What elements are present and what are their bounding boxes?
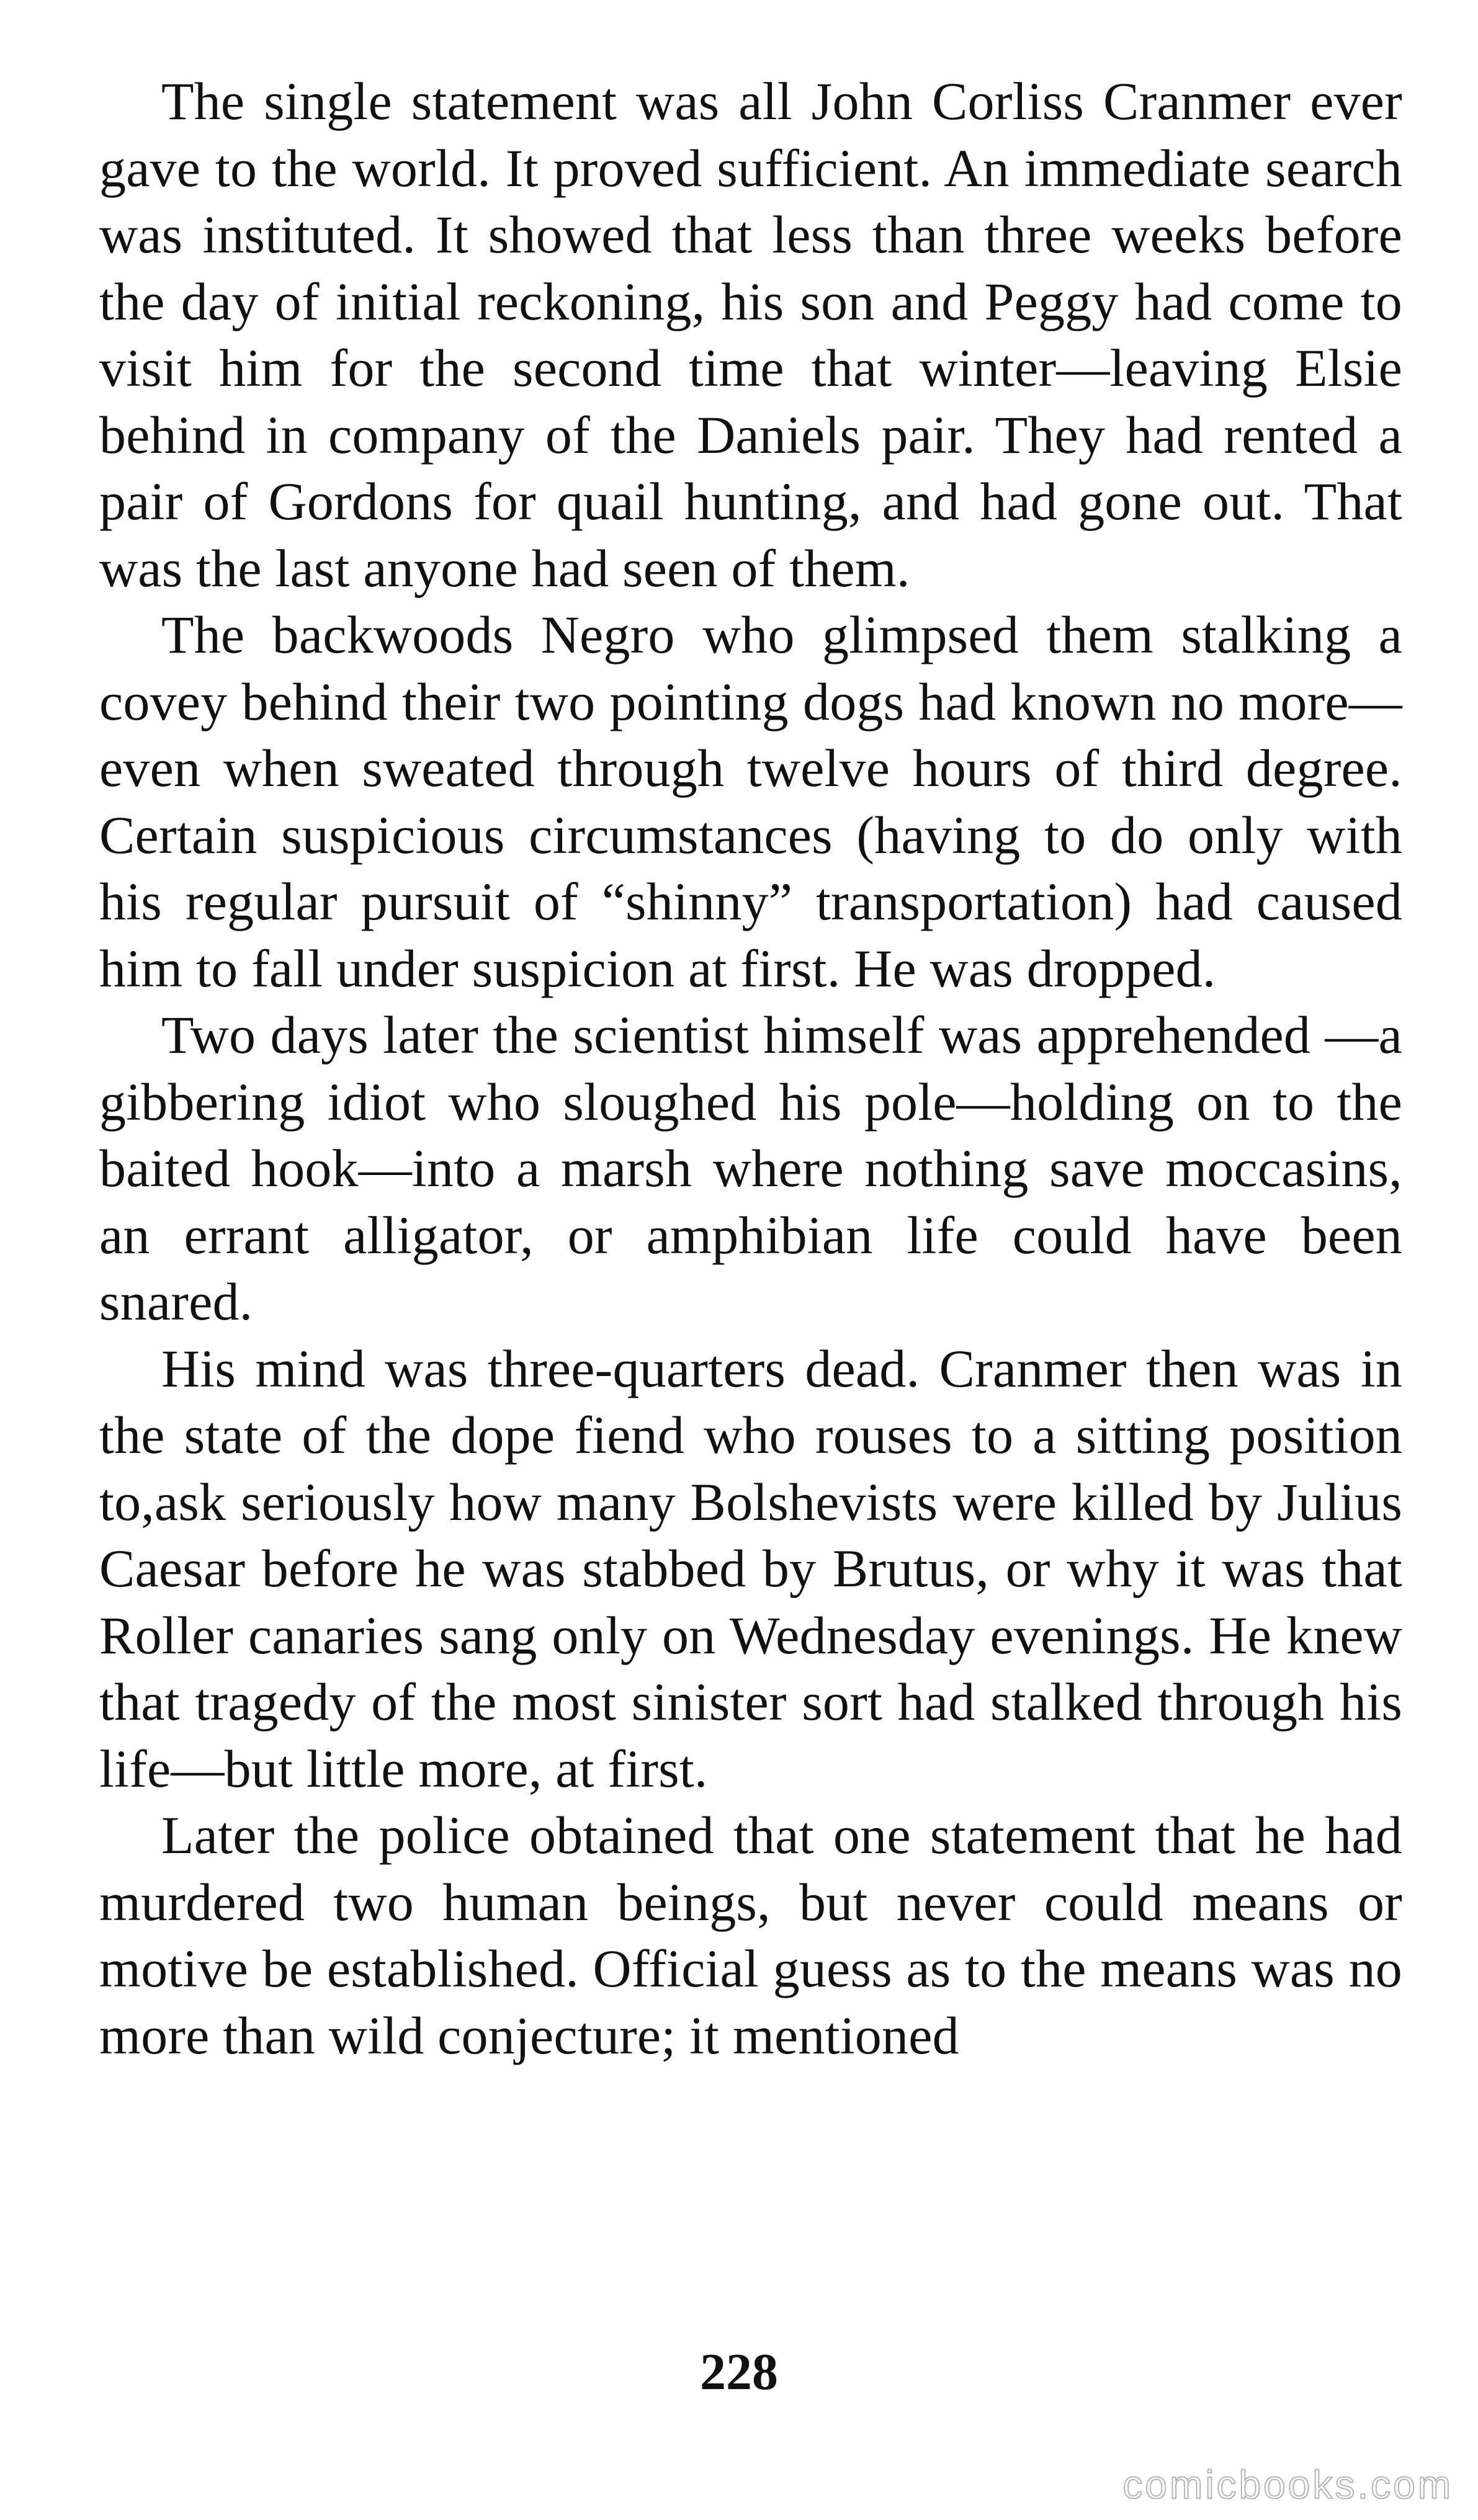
watermark-logo: comicbooks.com [1122, 2462, 1453, 2507]
paragraph-5: Later the police obtained that one statement that he had murdered two human beings, but never could means or motive be established. Official guess as to the means was no more than wild conjecture; it mentioned [99, 1805, 1402, 2065]
book-page-body [99, 68, 1402, 2069]
paragraph-3: Two days later the scientist himself was apprehended —a gibbering idiot who sloughed his pole—holding on to the baited hook—into a marsh where nothing save moccasins, an errant alligator, or amphibian life could have been snared. [99, 1005, 1402, 1331]
paragraph-2: The backwoods Negro who glimpsed them stalking a covey behind their two pointing dogs had known no more—even when sweated through twelve hours of third degree. Certain suspicious circumstances (having to do only with his regular pursuit of “shinny” transportation) had caused him to fall under suspicion at first. He was dropped. [99, 605, 1402, 998]
page-number: 228 [700, 2343, 778, 2401]
paragraph-1: The single statement was all John Corliss Cranmer ever gave to the world. It proved sufficient. An immediate search was instituted. It showed that less than three weeks before the day of initial reckoning, his son and Peggy had come to visit him for the second time that winter—leaving Elsie behind in company of the Daniels pair. They had rented a pair of Gordons for quail hunting, and had gone out. That was the last anyone had seen of them. [99, 71, 1402, 598]
paragraph-4: His mind was three-quarters dead. Cranmer then was in the state of the dope fiend who rouses to a sitting position to,ask seriously how many Bolshevists were killed by Julius Caesar before he was stabbed by Brutus, or why it was that Roller canaries sang only on Wednesday evenings. He knew that tragedy of the most sinister sort had stalked through his life—but little more, at first. [99, 1338, 1402, 1798]
